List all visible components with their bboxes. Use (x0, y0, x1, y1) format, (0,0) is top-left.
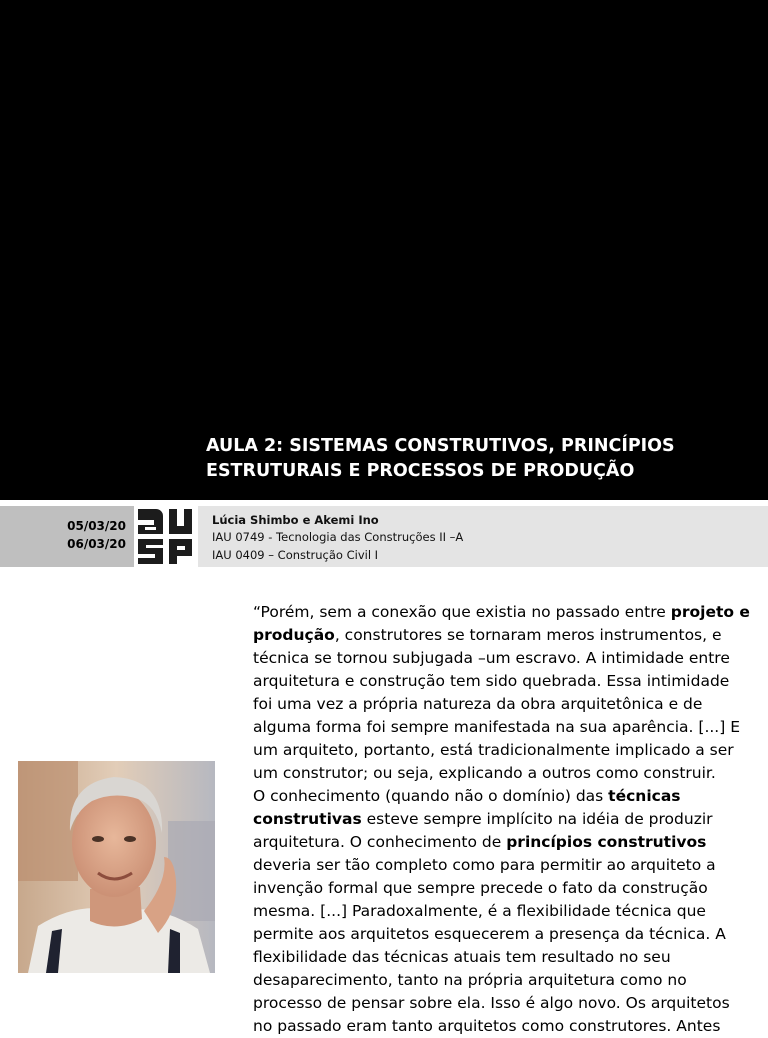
authors: Lúcia Shimbo e Akemi Ino (212, 513, 379, 527)
quote-line: técnica se tornou subjugada –um escravo. A intimidade entre (253, 649, 730, 667)
quote-line: “Porém, sem a conexão que existia no passado entre projeto e (253, 603, 750, 621)
quote-line: O conhecimento (quando não o domínio) das técnicas (253, 787, 681, 805)
quote-line: processo de pensar sobre ela. Isso é algo novo. Os arquitetos (253, 994, 730, 1012)
dates-panel (0, 506, 134, 567)
quote-line: produção, construtores se tornaram meros instrumentos, e (253, 626, 722, 644)
course-line-2: IAU 0409 – Construção Civil I (212, 548, 379, 562)
quote-line: um arquiteto, portanto, está tradicionalmente implicado a ser (253, 741, 734, 759)
course-info (198, 506, 768, 567)
emphasis: técnicas (608, 787, 681, 805)
ausp-logo (134, 506, 198, 567)
emphasis: construtivas (253, 810, 362, 828)
quote-line: desaparecimento, tanto na própria arquitetura como no (253, 971, 687, 989)
slide-title (206, 434, 746, 484)
emphasis: princípios construtivos (506, 833, 707, 851)
slide-title-line-2: ESTRUTURAIS E PROCESSOS DE PRODUÇÃO (206, 461, 635, 481)
quote-text (253, 601, 763, 1038)
quote-line: invenção formal que sempre precede o fato da construção (253, 879, 708, 897)
quote-line: flexibilidade das técnicas atuais tem resultado no seu (253, 948, 671, 966)
slide-title-line-1: AULA 2: SISTEMAS CONSTRUTIVOS, PRINCÍPIOS (206, 436, 675, 456)
emphasis: produção (253, 626, 335, 644)
portrait-photo (18, 761, 215, 973)
quote-line: um construtor; ou seja, explicando a outros como construir. (253, 764, 716, 782)
quote-line: permite aos arquitetos esquecerem a presença da técnica. A (253, 925, 726, 943)
title-banner (0, 0, 768, 500)
date-2: 06/03/20 (67, 537, 126, 551)
course-line-1: IAU 0749 - Tecnologia das Construções II –A (212, 530, 464, 544)
quote-line: arquitetura e construção tem sido quebrada. Essa intimidade (253, 672, 730, 690)
emphasis: projeto e (670, 603, 750, 621)
quote-line: construtivas esteve sempre implícito na idéia de produzir (253, 810, 713, 828)
quote-line: foi uma vez a própria natureza da obra arquitetônica e de (253, 695, 703, 713)
info-bar (0, 506, 768, 567)
quote-line: arquitetura. O conhecimento de princípios construtivos (253, 833, 707, 851)
quote-line: no passado eram tanto arquitetos como construtores. Antes (253, 1017, 721, 1035)
ausp-logo-mark (134, 506, 198, 567)
date-1: 05/03/20 (67, 519, 126, 533)
portrait-image (18, 761, 215, 973)
quote-line: mesma. [...] Paradoxalmente, é a flexibilidade técnica que (253, 902, 706, 920)
quote-line: deveria ser tão completo como para permitir ao arquiteto a (253, 856, 716, 874)
quote-line: alguma forma foi sempre manifestada na sua aparência. [...] E (253, 718, 740, 736)
